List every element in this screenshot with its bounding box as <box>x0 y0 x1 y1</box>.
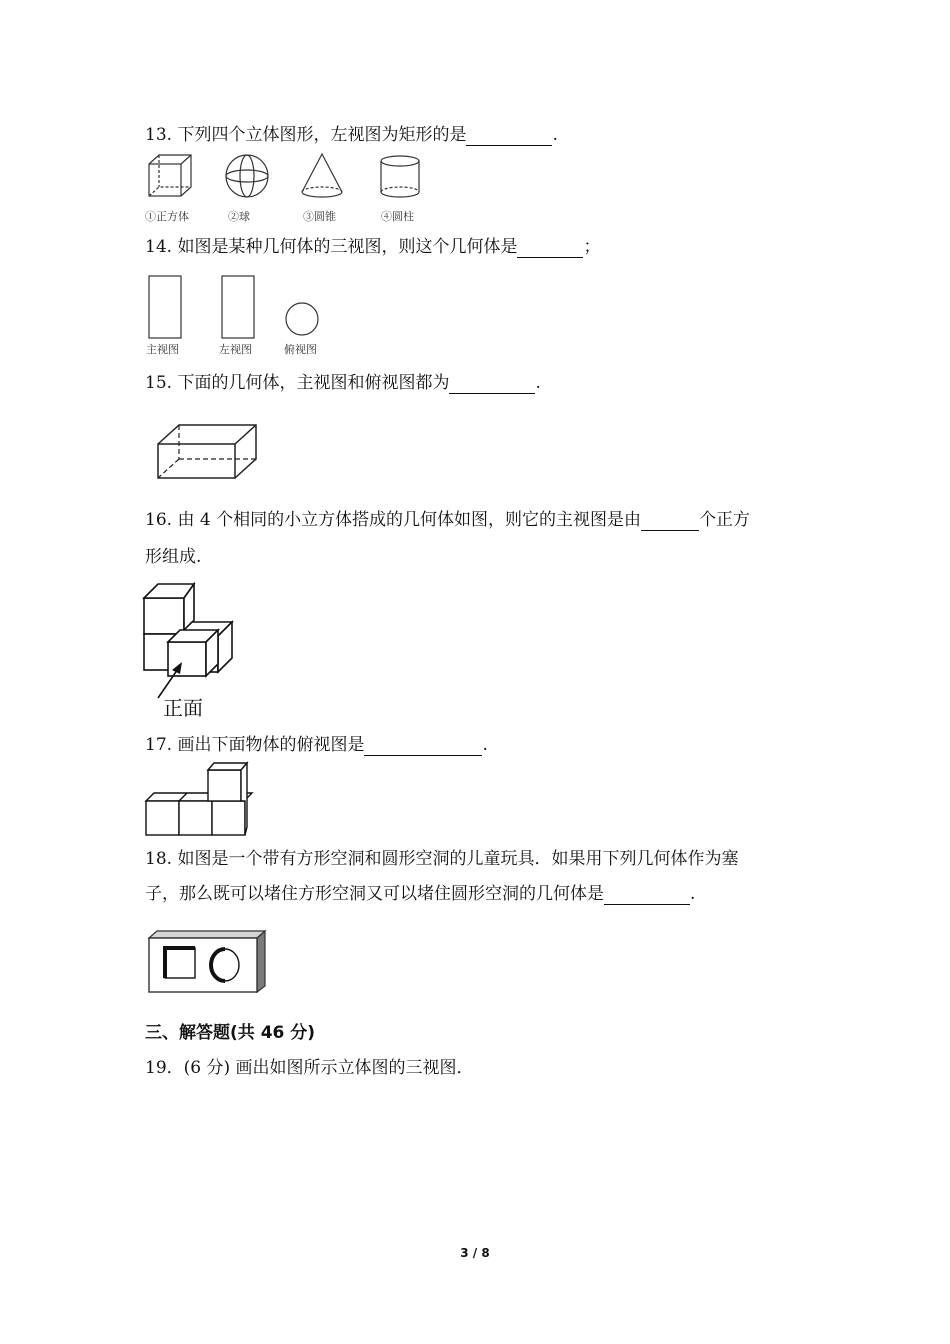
side-view-rect <box>222 276 254 338</box>
answer-blank-14[interactable] <box>517 239 583 258</box>
question-15: 15. 下面的几何体，主视图和俯视图都为 . <box>145 373 541 393</box>
answer-blank-16[interactable] <box>641 512 699 531</box>
caption-cone: ③圆锥 <box>303 210 336 223</box>
sphere-shape <box>226 155 268 197</box>
answer-blank-18[interactable] <box>604 886 690 905</box>
answer-blank-17[interactable] <box>364 737 482 756</box>
question-17-text: 17. 画出下面物体的俯视图是 <box>145 735 365 755</box>
question-13: 13. 下列四个立体图形，左视图为矩形的是 . <box>145 125 558 145</box>
q14-three-views-figure <box>145 272 325 342</box>
question-14-text: 14. 如图是某种几何体的三视图，则这个几何体是 <box>145 237 518 257</box>
caption-top-view: 俯视图 <box>284 343 317 356</box>
question-16-line2: 形组成. <box>145 547 202 567</box>
q17-blocks-figure <box>142 760 254 840</box>
front-view-rect <box>149 276 181 338</box>
question-18-line2: 子，那么既可以堵住方形空洞又可以堵住圆形空洞的几何体是 . <box>145 884 696 904</box>
q15-cuboid-figure <box>155 422 265 482</box>
q18-toy-figure <box>145 928 270 998</box>
question-16: 16. 由 4 个相同的小立方体搭成的几何体如图，则它的主视图是由 个正方 <box>145 510 751 530</box>
answer-blank-13[interactable] <box>466 127 552 146</box>
q13-shapes-figure <box>145 152 435 202</box>
square-hole <box>165 948 195 978</box>
question-19: 19．(6 分) 画出如图所示立体图的三视图． <box>145 1058 474 1078</box>
top-view-circle <box>286 303 318 335</box>
caption-sphere: ②球 <box>228 210 250 223</box>
page-number: 3 / 8 <box>460 1246 490 1260</box>
q16-cubes-figure <box>140 580 240 690</box>
question-18-text: 18. 如图是一个带有方形空洞和圆形空洞的儿童玩具．如果用下列几何体作为塞 <box>145 849 739 869</box>
caption-front-view: 主视图 <box>146 343 179 356</box>
caption-cylinder: ④圆柱 <box>381 210 414 223</box>
section-heading: 三、解答题(共 46 分) <box>145 1023 316 1043</box>
answer-blank-15[interactable] <box>449 375 535 394</box>
question-13-text: 13. 下列四个立体图形，左视图为矩形的是 <box>145 125 467 145</box>
question-17: 17. 画出下面物体的俯视图是 . <box>145 735 488 755</box>
question-15-text: 15. 下面的几何体，主视图和俯视图都为 <box>145 373 450 393</box>
cube-shape <box>149 155 191 196</box>
cone-shape <box>302 154 342 197</box>
question-16-text: 16. 由 4 个相同的小立方体搭成的几何体如图，则它的主视图是由 <box>145 510 642 530</box>
front-label: 正面 <box>163 696 203 720</box>
question-14: 14. 如图是某种几何体的三视图，则这个几何体是 ； <box>145 237 601 257</box>
caption-cube: ①正方体 <box>145 210 189 223</box>
question-18 <box>145 848 738 870</box>
caption-left-view: 左视图 <box>219 343 252 356</box>
cylinder-shape <box>381 156 419 197</box>
